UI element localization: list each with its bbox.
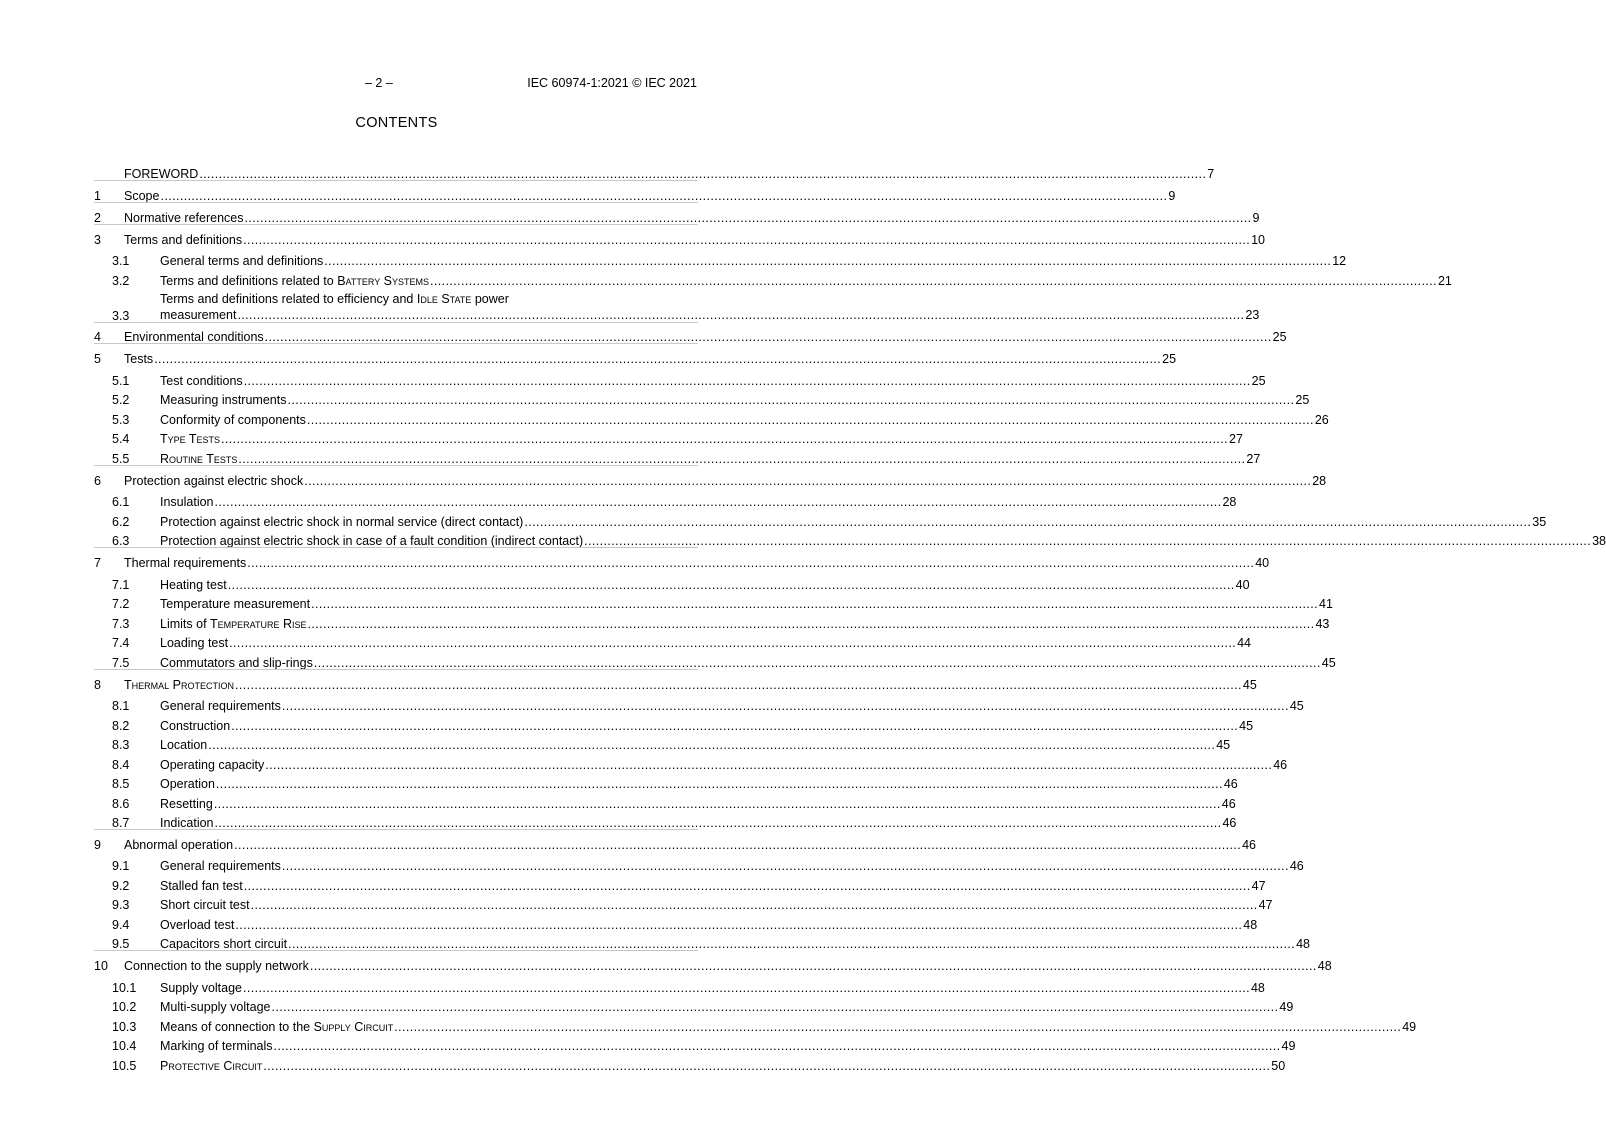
toc-entry-title: Multi-supply voltage	[160, 1000, 271, 1015]
toc-entry-page: 47	[1258, 898, 1273, 913]
toc-entry-title: Means of connection to the Supply Circuit	[160, 1019, 394, 1034]
toc-entry-page: 9	[1168, 188, 1176, 203]
leader-dots	[244, 374, 1251, 388]
toc-entry[interactable]	[94, 509, 1547, 529]
toc-entry-number: 10.4	[112, 1039, 137, 1054]
toc-entry[interactable]	[94, 548, 1270, 571]
toc-entry-number: 6.3	[112, 534, 130, 549]
toc-entry-title: Measuring instruments	[160, 393, 287, 408]
toc-entry-page: 47	[1251, 878, 1266, 893]
leader-dots	[251, 898, 1258, 912]
toc-entry[interactable]	[94, 203, 1260, 225]
toc-entry-title: Temperature measurement	[160, 597, 311, 612]
leader-dots	[231, 719, 1238, 733]
toc-entry[interactable]	[94, 407, 1329, 427]
small-caps-term: Supply Circuit	[313, 1019, 394, 1034]
toc-entry-title: Capacitors short circuit	[160, 937, 288, 952]
toc-entry[interactable]	[94, 427, 1243, 447]
toc-entry-title	[124, 678, 234, 692]
toc-entry[interactable]	[94, 181, 1176, 203]
leader-dots	[282, 699, 1289, 713]
toc-entry-page: 49	[1281, 1039, 1296, 1054]
toc-entry-title: Marking of terminals	[160, 1039, 273, 1054]
toc-entry[interactable]	[94, 811, 1237, 831]
toc-entry-page: 49	[1279, 1000, 1294, 1015]
toc-entry-page: 40	[1255, 556, 1270, 571]
toc-entry-number: 3	[94, 232, 101, 247]
toc-entry[interactable]	[94, 791, 1236, 811]
toc-entry[interactable]	[94, 692, 1304, 714]
toc-entry-number: 9.3	[112, 898, 130, 913]
toc-entry-number: 10.3	[112, 1019, 137, 1034]
toc-entry[interactable]	[94, 268, 1452, 288]
toc-entry-number: 3.1	[112, 254, 130, 269]
leader-dots	[304, 474, 1311, 488]
toc-entry[interactable]	[94, 529, 1606, 549]
leader-dots	[311, 597, 1318, 611]
toc-entry[interactable]	[94, 893, 1273, 913]
toc-entry-number: 9.4	[112, 917, 130, 932]
toc-entry-page: 45	[1216, 738, 1231, 753]
toc-entry-number: 6	[94, 473, 101, 488]
leader-dots	[394, 1020, 1401, 1034]
toc-entry-number: 9.5	[112, 937, 130, 952]
small-caps-term: Thermal Protection	[124, 677, 234, 692]
toc-entry-page: 9	[1252, 210, 1260, 225]
toc-entry-title: Abnormal operation	[124, 837, 234, 852]
toc-entry-number: 9.1	[112, 859, 130, 874]
toc-entry-page: 48	[1296, 937, 1310, 952]
toc-entry-multiline	[160, 291, 1259, 323]
leader-dots	[243, 233, 1250, 247]
toc-entry-title: Short circuit test	[160, 898, 250, 913]
leader-dots	[430, 274, 1437, 288]
leader-dots	[229, 636, 1236, 650]
toc-entry[interactable]	[94, 159, 1215, 181]
toc-entry-title: General requirements	[160, 699, 281, 714]
toc-entry-page: 28	[1312, 473, 1327, 488]
toc-entry[interactable]	[94, 631, 1251, 651]
toc-entry-number: 7.5	[112, 655, 130, 670]
leader-dots	[234, 838, 1241, 852]
toc-entry-page: 26	[1314, 412, 1329, 427]
toc-entry-title: Location	[160, 738, 208, 753]
toc-entry-number: 7.3	[112, 616, 130, 631]
toc-entry-title: Terms and definitions related to efficiency and Idle State power	[160, 291, 509, 306]
toc-entry-number: 5.1	[112, 373, 130, 388]
toc-entry-number: 6.1	[112, 495, 130, 510]
toc-entry-number: 10.5	[112, 1058, 137, 1073]
leader-dots	[307, 413, 1314, 427]
toc-entry-title: Overload test	[160, 917, 235, 932]
leader-dots	[243, 981, 1250, 995]
toc-entry-number: 8.6	[112, 796, 130, 811]
leader-dots	[308, 617, 1315, 631]
toc-entry-page: 28	[1222, 495, 1237, 510]
leader-dots	[228, 578, 1235, 592]
toc-entry-title: Supply voltage	[160, 980, 243, 995]
toc-entry-page: 46	[1242, 837, 1256, 852]
toc-entry-page: 25	[1295, 393, 1310, 408]
leader-dots	[245, 211, 1252, 225]
toc-entry-page: 43	[1315, 616, 1330, 631]
leader-dots	[584, 534, 1591, 548]
toc-entry-page: 25	[1162, 352, 1177, 367]
toc-entry[interactable]	[94, 713, 1254, 733]
toc-entry-page: 46	[1289, 859, 1304, 874]
leader-dots	[215, 816, 1222, 830]
toc-entry-title: Tests	[124, 352, 154, 367]
toc-entry[interactable]	[94, 247, 1347, 269]
toc-entry[interactable]	[94, 288, 1260, 323]
leader-dots	[314, 656, 1321, 670]
toc-entry-page: 7	[1207, 166, 1215, 181]
contents-title: CONTENTS	[355, 115, 438, 131]
toc-entry[interactable]	[94, 388, 1310, 408]
small-caps-term: Battery Systems	[337, 273, 430, 288]
toc-entry-number: 1	[94, 188, 101, 203]
toc-entry-title	[160, 432, 220, 446]
toc-entry-number: 8.2	[112, 718, 130, 733]
toc-entry[interactable]	[94, 670, 1257, 692]
toc-entry-number: 6.2	[112, 514, 130, 529]
toc-entry-number: 4	[94, 330, 101, 345]
toc-entry-number: 9	[94, 837, 101, 852]
toc-entry-number: 5.5	[112, 451, 130, 466]
leader-dots	[288, 937, 1295, 951]
leader-dots	[282, 859, 1289, 873]
toc-entry-title: FOREWORD	[124, 166, 199, 181]
toc-entry-number: 5	[94, 352, 101, 367]
leader-dots	[265, 330, 1272, 344]
toc-entry-page: 48	[1250, 980, 1265, 995]
leader-dots	[310, 959, 1317, 973]
toc-entry-title: Environmental conditions	[124, 330, 264, 345]
toc-entry-page: 44	[1237, 636, 1251, 651]
toc-entry-title: Construction	[160, 718, 231, 733]
toc-entry-title: Insulation	[160, 495, 214, 510]
leader-dots	[160, 189, 1167, 203]
toc-entry-number: 7.4	[112, 636, 130, 651]
toc-entry-page: 45	[1239, 718, 1254, 733]
toc-entry-title: Thermal requirements	[124, 556, 247, 571]
toc-entry-title: Resetting	[160, 796, 213, 811]
toc-entry-title: Scope	[124, 188, 160, 203]
toc-entry-page: 46	[1223, 777, 1238, 792]
toc-entry[interactable]	[94, 733, 1231, 753]
leader-dots	[265, 758, 1272, 772]
toc-entry-number: 8.7	[112, 816, 130, 831]
toc-entry[interactable]	[94, 225, 1265, 247]
leader-dots	[208, 738, 1215, 752]
toc-entry-page: 38	[1592, 534, 1606, 549]
toc-entry[interactable]	[94, 570, 1250, 592]
toc-entry-number: 2	[94, 210, 101, 225]
toc-entry-title: Heating test	[160, 577, 227, 592]
toc-entry-title: General requirements	[160, 859, 281, 874]
toc-entry-title-line2: measurement	[160, 307, 237, 322]
toc-entry-title	[160, 1059, 262, 1073]
toc-entry-page: 35	[1532, 514, 1547, 529]
leader-dots	[216, 777, 1223, 791]
toc-entry-title: Terms and definitions	[124, 232, 243, 247]
table-of-contents	[94, 159, 1606, 1073]
toc-entry[interactable]	[94, 951, 1332, 974]
toc-entry-title: Test conditions	[160, 373, 243, 388]
toc-entry-title: Operating capacity	[160, 757, 265, 772]
toc-entry-page: 25	[1251, 373, 1266, 388]
toc-entry-number: 8.5	[112, 777, 130, 792]
small-caps-term: Type Tests	[160, 432, 221, 447]
leader-dots	[524, 515, 1531, 529]
standard-reference: IEC 60974-1:2021 © IEC 2021	[527, 76, 697, 90]
toc-entry-page: 50	[1271, 1058, 1286, 1073]
toc-entry-title: Limits of Temperature Rise	[160, 616, 307, 631]
toc-entry-number: 10	[94, 959, 108, 974]
toc-entry[interactable]	[94, 488, 1237, 510]
toc-entry-page: 27	[1246, 451, 1261, 466]
toc-entry[interactable]	[94, 1014, 1417, 1034]
toc-entry-title: Commutators and slip-rings	[160, 655, 313, 670]
toc-entry-page: 46	[1222, 816, 1237, 831]
toc-entry-title: Connection to the supply network	[124, 959, 309, 974]
toc-entry[interactable]	[94, 366, 1266, 388]
toc-entry[interactable]	[94, 932, 1310, 952]
toc-entry[interactable]	[94, 772, 1238, 792]
toc-entry-page: 48	[1317, 959, 1332, 974]
toc-entry[interactable]	[94, 446, 1261, 466]
leader-dots	[154, 352, 1161, 366]
small-caps-term: Protective Circuit	[160, 1058, 263, 1073]
toc-entry-title: Loading test	[160, 636, 229, 651]
toc-entry-page: 23	[1245, 307, 1260, 322]
toc-entry[interactable]	[94, 852, 1304, 874]
toc-entry-page: 25	[1272, 330, 1287, 345]
toc-entry-title: Protection against electric shock in case of a fault condition (indirect contact)	[160, 534, 584, 549]
toc-entry-number: 10.1	[112, 980, 137, 995]
toc-entry-page: 45	[1321, 655, 1336, 670]
toc-entry-title: Normative references	[124, 210, 244, 225]
toc-entry-page: 21	[1437, 273, 1452, 288]
toc-entry[interactable]	[94, 650, 1336, 670]
toc-entry-title: Indication	[160, 816, 214, 831]
toc-entry-title: Protection against electric shock in normal service (direct contact)	[160, 514, 524, 529]
leader-dots	[287, 393, 1294, 407]
toc-entry-page: 10	[1251, 232, 1265, 247]
toc-entry-page: 46	[1221, 796, 1236, 811]
toc-entry-number: 8.3	[112, 738, 130, 753]
small-caps-term: Idle State	[416, 291, 472, 306]
toc-entry-number: 8.1	[112, 699, 130, 714]
small-caps-term: Routine Tests	[160, 451, 238, 466]
leader-dots	[324, 254, 1331, 268]
toc-entry-number: 5.4	[112, 432, 130, 447]
toc-entry-title: Operation	[160, 777, 215, 792]
toc-entry-number: 7	[94, 556, 101, 571]
toc-entry-page: 45	[1242, 677, 1257, 692]
leader-dots	[238, 452, 1245, 466]
toc-entry-number: 7.1	[112, 577, 130, 592]
toc-entry[interactable]	[94, 344, 1177, 367]
leader-dots	[214, 797, 1221, 811]
toc-entry-title: Stalled fan test	[160, 878, 243, 893]
toc-entry-title: General terms and definitions	[160, 254, 324, 269]
toc-entry[interactable]	[94, 830, 1256, 852]
toc-entry-number: 7.2	[112, 597, 130, 612]
toc-entry-number: 8.4	[112, 757, 130, 772]
leader-dots	[235, 918, 1242, 932]
toc-entry[interactable]	[94, 752, 1288, 772]
toc-entry-page: 12	[1332, 254, 1347, 269]
toc-entry[interactable]	[94, 873, 1266, 893]
toc-entry-page: 45	[1289, 699, 1304, 714]
toc-entry[interactable]	[94, 1034, 1296, 1054]
leader-dots	[247, 556, 1254, 570]
toc-entry-number: 9.2	[112, 878, 130, 893]
toc-entry[interactable]	[94, 611, 1330, 631]
toc-entry-number: 3.2	[112, 273, 130, 288]
page-number: – 2 –	[365, 76, 393, 90]
toc-entry[interactable]	[94, 1053, 1286, 1073]
leader-dots	[199, 167, 1206, 181]
leader-dots	[215, 495, 1222, 509]
toc-entry-page: 48	[1243, 917, 1258, 932]
toc-entry[interactable]	[94, 995, 1294, 1015]
leader-dots	[271, 1000, 1278, 1014]
toc-entry-title: Terms and definitions related to Battery Systems	[160, 273, 430, 288]
leader-dots	[274, 1039, 1281, 1053]
small-caps-term: Temperature Rise	[210, 616, 307, 631]
toc-entry-number: 5.3	[112, 412, 130, 427]
toc-entry-title: Protection against electric shock	[124, 473, 304, 488]
leader-dots	[237, 307, 1244, 323]
toc-entry-page: 40	[1235, 577, 1250, 592]
toc-entry-page: 41	[1319, 597, 1333, 612]
toc-entry-page: 46	[1273, 757, 1288, 772]
toc-entry-number: 5.2	[112, 393, 130, 408]
toc-entry-title: Conformity of components	[160, 412, 306, 427]
leader-dots	[263, 1059, 1270, 1073]
toc-entry[interactable]	[94, 323, 1287, 345]
toc-entry-title	[160, 452, 237, 466]
toc-entry-number: 10.2	[112, 1000, 137, 1015]
leader-dots	[221, 432, 1228, 446]
toc-entry-number: 3.3	[112, 308, 130, 323]
leader-dots	[235, 678, 1242, 692]
toc-entry-page: 49	[1402, 1019, 1417, 1034]
leader-dots	[244, 879, 1251, 893]
toc-entry-number: 8	[94, 677, 101, 692]
toc-entry-title-continued	[160, 307, 1259, 323]
toc-entry[interactable]	[94, 912, 1258, 932]
toc-entry[interactable]	[94, 592, 1333, 612]
toc-entry[interactable]	[94, 973, 1265, 995]
toc-entry-page: 27	[1229, 432, 1243, 447]
toc-entry[interactable]	[94, 466, 1327, 488]
